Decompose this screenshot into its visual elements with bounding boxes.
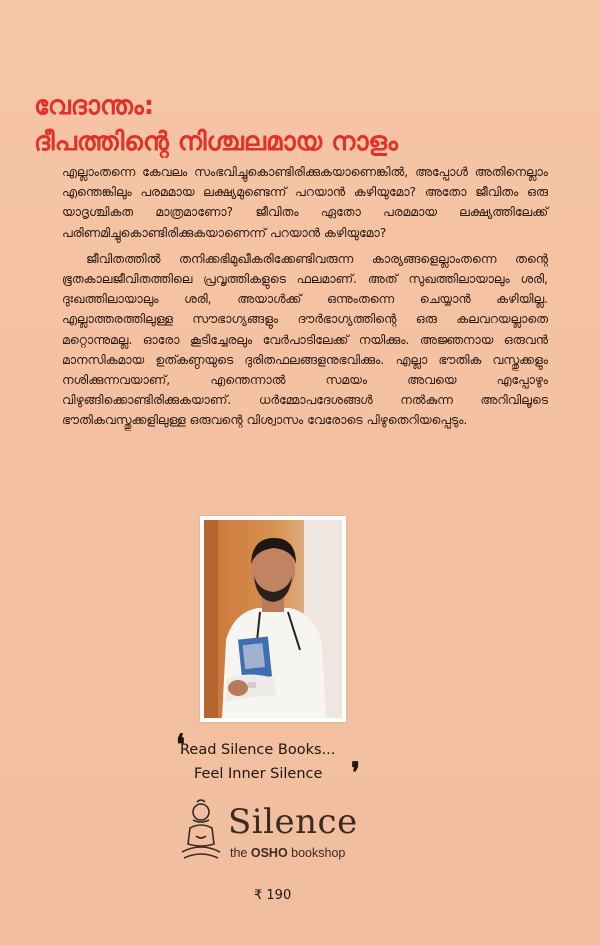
author-photo-image <box>204 520 342 718</box>
title-line-1: വേദാന്തം: <box>34 91 155 121</box>
blurb-paragraph-1: എല്ലാംതന്നെ കേവലം സംഭവിച്ചുകൊണ്ടിരിക്കുകയാണെങ്കിൽ, അപ്പോൾ അതിനെല്ലാം എന്തെങ്കിലും പരമമായ ലക്ഷ്യമുണ്ടെന്ന് പറയാൻ കഴിയുമോ? അതോ ജീവിതം ഒരു യാദൃശ്ചികത മാത്രമാണോ? ജീവിതം ഏതോ പരമമായ ലക്ഷ്യത്തിലേക്ക് പരിണമിച്ചുകൊണ്ടിരിക്കുകയാണെന്ന് പറയാൻ കഴിയുമോ? <box>62 164 548 240</box>
cover-title <box>34 88 574 160</box>
publisher-logo <box>180 798 380 868</box>
title-line-2: ദീപത്തിന്റെ നിശ്ചലമായ നാളം <box>34 127 398 157</box>
tagline-line-2: Feel Inner Silence <box>194 766 323 782</box>
logo-sub-suffix: bookshop <box>287 846 346 860</box>
logo-subtitle <box>230 846 345 860</box>
blurb <box>62 162 548 437</box>
close-quote-mark: ❜ <box>351 756 361 789</box>
buddha-icon <box>180 798 222 862</box>
logo-sub-osho: OSHO <box>250 846 288 860</box>
price-label: ₹ 190 <box>254 888 292 903</box>
logo-sub-prefix: the <box>230 846 251 860</box>
blurb-paragraph-2: ജീവിതത്തിൽ തനിക്കഭിമുഖീകരിക്കേണ്ടിവരുന്ന കാര്യങ്ങളെല്ലാംതന്നെ തന്റെ ഭൂതകാലജീവിതത്തിലെ പ്രവൃത്തികളുടെ ഫലമാണ്. അത് സുഖത്തിലായാലും ശരി, ദുഃഖത്തിലായാലും ശരി, അയാൾക്ക് ഒന്നുംതന്നെ ചെയ്യാൻ കഴിയില്ല. എല്ലാത്തരത്തിലുള്ള സൗഭാഗ്യങ്ങളും ദൗർഭാഗ്യത്തിന്റെ ഒരു കലവറയല്ലാതെ മറ്റൊന്നുമല്ല. ഓരോ കൂടിച്ചേരലും വേർപാടിലേക്ക് നയിക്കും. അജ്ഞനായ ഒരുവൻ മാനസികമായ ഉത്കണ്ഠയുടെ ദുരിതഫലങ്ങളനുഭവിക്കും. എല്ലാ ഭൗതിക വസ്തുക്കളും നശിക്കുന്നവയാണ്, എന്തെന്നാൽ സമയം അവയെ എപ്പോഴും വിഴുങ്ങിക്കൊണ്ടിരിക്കുകയാണ്. ധർമ്മോപദേശങ്ങൾ നൽകുന്ന അറിവിലൂടെ ഭൗതികവസ്തുക്കളിലുള്ള ഒരുവന്റെ വിശ്വാസം വേരോടെ പിഴുതെറിയപ്പെടും. <box>62 250 548 428</box>
author-photo <box>200 516 346 722</box>
open-quote-mark: ❛ <box>176 728 186 761</box>
tagline-line-1: Read Silence Books... <box>180 742 336 758</box>
logo-wordmark: Silence <box>228 802 358 842</box>
